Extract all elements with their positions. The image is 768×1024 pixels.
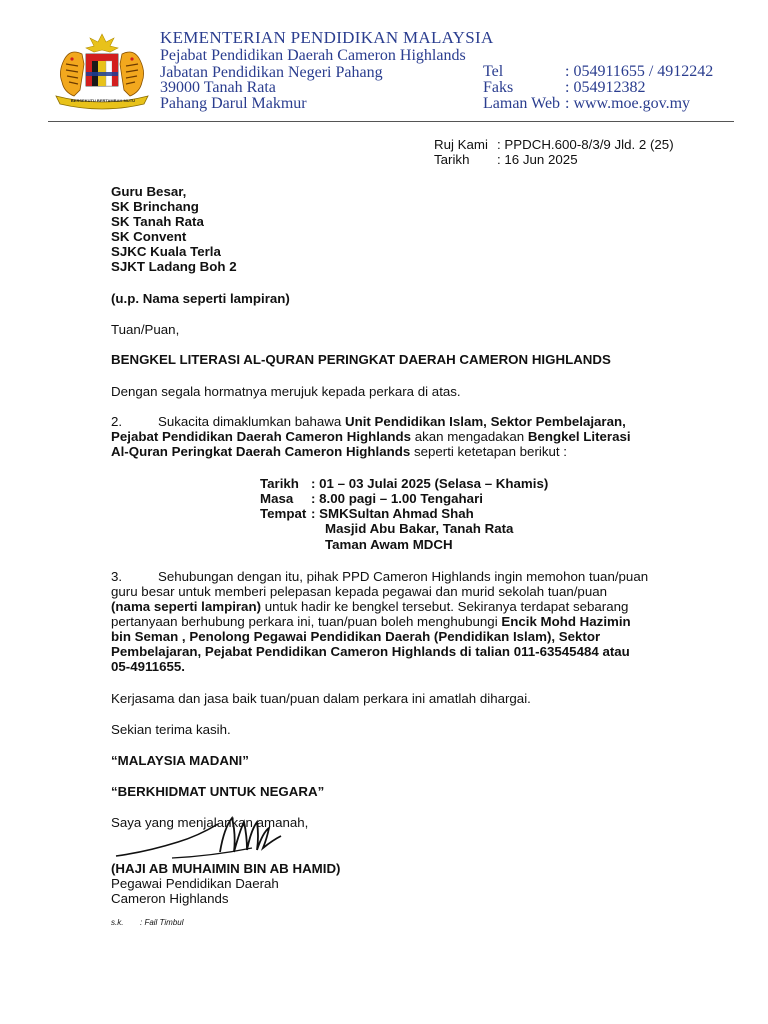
paragraph-3-line: 05-4911655. (111, 659, 185, 674)
para2-text: Pejabat Pendidikan Daerah Cameron Highlands (111, 429, 411, 444)
recipient-school: SK Convent (111, 229, 187, 244)
reference-label: Ruj Kami (434, 137, 488, 152)
address-state: Pahang Darul Makmur (160, 95, 307, 112)
contact-web-link[interactable]: : www.moe.gov.my (565, 95, 691, 112)
paragraph-3-line: Pembelajaran, Pejabat Pendidikan Cameron Highlands di talian 011-63545484 atau (111, 644, 630, 659)
recipient-title: Guru Besar, (111, 184, 187, 199)
event-date-label: Tarikh (260, 476, 299, 491)
letter-date-value: : 16 Jun 2025 (497, 152, 578, 167)
cc-value: : Fail Timbul (140, 918, 184, 927)
office-name: Pejabat Pendidikan Daerah Cameron Highlands (160, 47, 466, 64)
handwritten-signature (112, 808, 312, 864)
event-date-value: : 01 – 03 Julai 2025 (Selasa – Khamis) (311, 476, 549, 491)
letter-date-label: Tarikh (434, 152, 470, 167)
thanks-line: Sekian terima kasih. (111, 722, 231, 737)
event-venue-line: Taman Awam MDCH (325, 537, 453, 552)
para2-text: Unit Pendidikan Islam, Sektor Pembelajaran, (345, 414, 626, 429)
paragraph-2-line (111, 444, 567, 459)
contact-fax-label: Faks (483, 79, 514, 96)
para2-text: Bengkel Literasi (527, 429, 631, 444)
ministry-name: KEMENTERIAN PENDIDIKAN MALAYSIA (160, 28, 494, 47)
paragraph-3-line (111, 614, 631, 629)
cc-label: s.k. (111, 918, 124, 927)
opening-paragraph: Dengan segala hormatnya merujuk kepada perkara di atas. (111, 384, 461, 399)
para3-text: (nama seperti lampiran) (111, 599, 262, 614)
crest-motto: BERSEKUTU BERTAMBAH MUTU (70, 98, 136, 103)
recipient-school: SJKT Ladang Boh 2 (111, 259, 237, 274)
paragraph-2-line (158, 414, 626, 429)
event-venue-line: : SMKSultan Ahmad Shah (311, 506, 474, 521)
signoff-line: Saya yang menjalankan amanah, (111, 815, 309, 830)
salutation: Tuan/Puan, (111, 322, 180, 337)
para2-text: seperti ketetapan berikut : (413, 444, 567, 459)
recipient-school: SK Tanah Rata (111, 214, 204, 229)
contact-web-label: Laman Web (483, 95, 561, 112)
signatory-position: Pegawai Pendidikan Daerah (111, 876, 279, 891)
slogan-berkhidmat: “BERKHIDMAT UNTUK NEGARA” (111, 784, 325, 799)
slogan-malaysia-madani: “MALAYSIA MADANI” (111, 753, 249, 768)
signatory-office: Cameron Highlands (111, 891, 229, 906)
attention-line: (u.p. Nama seperti lampiran) (111, 291, 290, 306)
recipient-school: SJKC Kuala Terla (111, 244, 221, 259)
event-venue-line: Masjid Abu Bakar, Tanah Rata (325, 521, 514, 536)
reference-value: : PPDCH.600-8/3/9 Jld. 2 (25) (497, 137, 674, 152)
para3-text: pertanyaan berhubung perkara ini, tuan/puan boleh menghubungi (111, 614, 498, 629)
letter-subject: BENGKEL LITERASI AL-QURAN PERINGKAT DAERAH CAMERON HIGHLANDS (111, 352, 611, 367)
event-time-value: : 8.00 pagi – 1.00 Tengahari (311, 491, 483, 506)
para3-text: untuk hadir ke bengkel tersebut. Sekiranya terdapat sebarang (264, 599, 629, 614)
appreciation-line: Kerjasama dan jasa baik tuan/puan dalam perkara ini amatlah dihargai. (111, 691, 531, 706)
signatory-name: (HAJI AB MUHAIMIN BIN AB HAMID) (111, 861, 341, 876)
paragraph-3-line: Sehubungan dengan itu, pihak PPD Cameron Highlands ingin memohon tuan/puan (158, 569, 649, 584)
paragraph-number: 3. (111, 569, 123, 584)
para3-text: Encik Mohd Hazimin (501, 614, 631, 629)
address-postcode: 39000 Tanah Rata (160, 79, 276, 96)
paragraph-3-line: guru besar untuk memberi pelepasan kepada pegawai dan murid sekolah tuan/puan (111, 584, 608, 599)
paragraph-number: 2. (111, 414, 123, 429)
contact-tel-label: Tel (483, 63, 504, 80)
paragraph-3-line: bin Seman , Penolong Pegawai Pendidikan Daerah (Pendidikan Islam), Sektor (111, 629, 601, 644)
event-venue-label: Tempat (260, 506, 307, 521)
paragraph-2-line (111, 429, 631, 444)
contact-fax-value: : 054912382 (565, 79, 646, 96)
para2-text: Sukacita dimaklumkan bahawa (158, 414, 342, 429)
event-time-label: Masa (260, 491, 294, 506)
para2-text: akan mengadakan (414, 429, 525, 444)
para2-text: Al-Quran Peringkat Daerah Cameron Highlands (111, 444, 411, 459)
contact-tel-value: : 054911655 / 4912242 (565, 63, 714, 80)
recipient-school: SK Brinchang (111, 199, 199, 214)
letterhead-divider (48, 121, 734, 122)
paragraph-3-line (111, 599, 628, 614)
department-name: Jabatan Pendidikan Negeri Pahang (160, 64, 383, 81)
